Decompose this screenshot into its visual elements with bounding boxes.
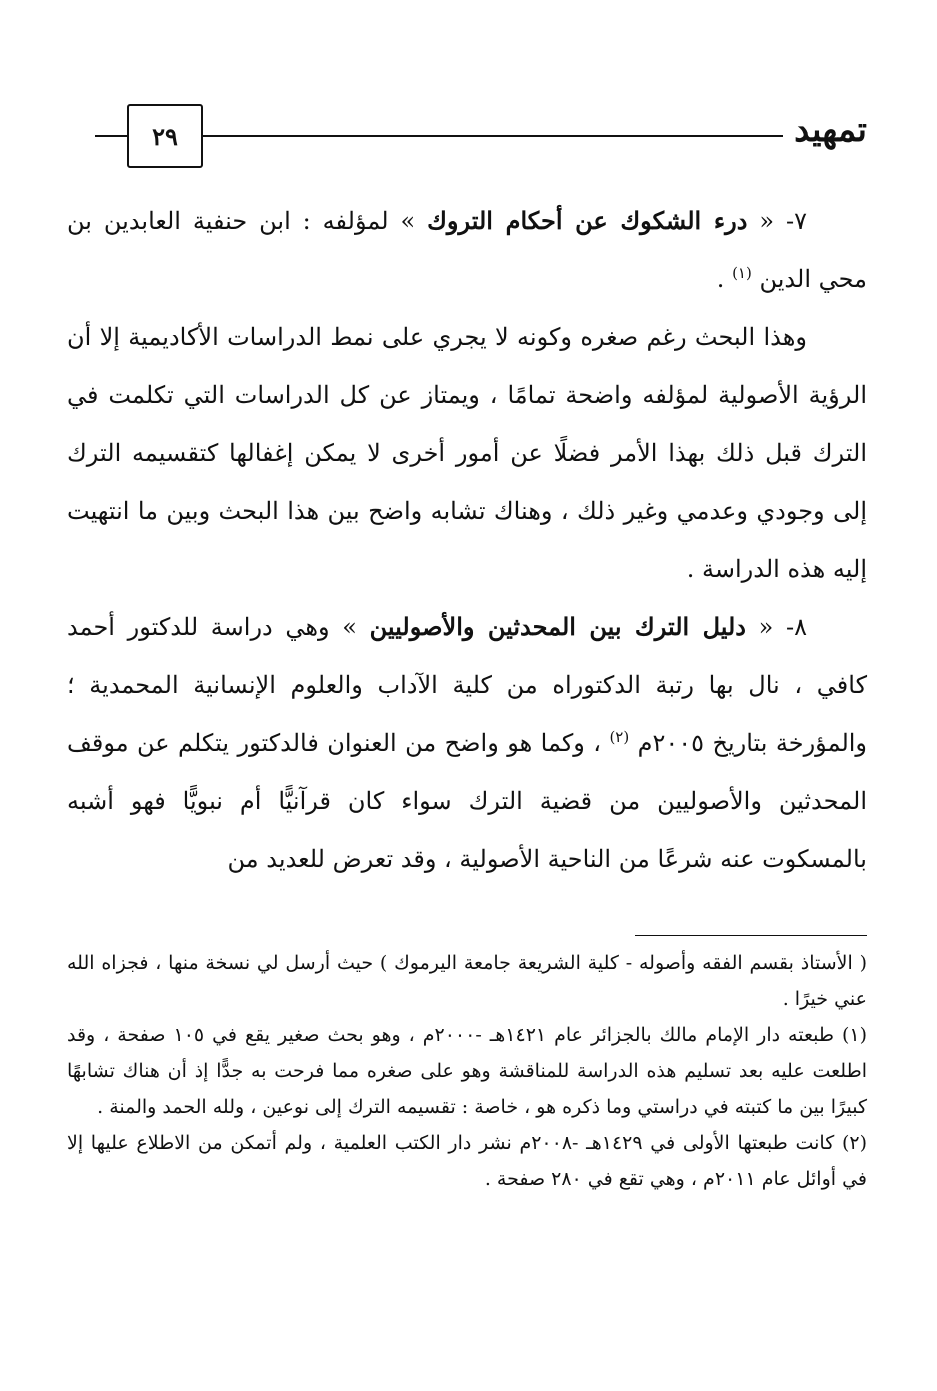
item-8-text-part1: » وهي دراسة للدكتور أحمد كافي ، نال بها رتبة الدكتوراه من كلية الآداب والعلوم الإنسانية المحمدية ؛ والمؤرخة بتاريخ ٢٠٠٥م (67, 613, 868, 757)
main-text (67, 192, 867, 888)
page-number-text: ٢٩ (152, 121, 178, 151)
footnotes (67, 945, 867, 1197)
footnote-ref-1: (١) (732, 264, 752, 282)
footnote-separator (635, 935, 867, 936)
section-title: تمهيد (794, 110, 867, 150)
page-number (127, 104, 203, 168)
item-7-number: ٧- « (759, 207, 807, 235)
item-7-book-title: درء الشكوك عن أحكام التروك (427, 206, 748, 235)
item-8-number: ٨- « (758, 613, 807, 641)
header-rule-left (95, 135, 127, 137)
list-item-8 (67, 598, 867, 888)
item-8-text-part2: ، وكما هو واضح من العنوان فالدكتور يتكلم عن موقف المحدثين والأصوليين من قضية الترك سواء كان قرآنيًّا أم نبويًّا فهو أشبه بالمسكوت عنه شرعًا من الناحية الأصولية ، وقد تعرض للعديد من (67, 729, 867, 873)
header-rule-right (203, 135, 783, 137)
item-8-book-title: دليل الترك بين المحدثين والأصوليين (369, 612, 746, 641)
item-7-text: » لمؤلفه : ابن حنفية العابدين بن محي الدين (67, 207, 867, 293)
footnote-ref-2: (٢) (609, 728, 630, 746)
footnote-2: (٢) كانت طبعتها الأولى في ١٤٢٩هـ -٢٠٠٨م نشر دار الكتب العلمية ، ولم أتمكن من الاطلاع عليها إلا في أوائل عام ٢٠١١م ، وهي تقع في ٢٨٠ صفحة . (67, 1132, 868, 1190)
list-item-7 (67, 192, 867, 308)
footnote-continued: ( الأستاذ بقسم الفقه وأصوله - كلية الشريعة جامعة اليرموك ) حيث أرسل لي نسخة منها ، فجزاه الله عني خيرًا . (67, 952, 867, 1010)
footnote-1: (١) طبعته دار الإمام مالك بالجزائر عام ١٤٢١هـ -٢٠٠٠م ، وهو بحث صغير يقع في ١٠٥ صفحة ، وقد اطلعت عليه بعد تسليم هذه الدراسة للمناقشة وهو على صغره مما فرحت به جدًّا إذ أن هناك تشابهًا كبيرًا بين ما كتبته في دراستي وما ذكره هو ، خاصة : تقسيمه الترك إلى نوعين ، ولله الحمد والمنة . (67, 1024, 868, 1118)
paragraph-1: وهذا البحث رغم صغره وكونه لا يجري على نمط الدراسات الأكاديمية إلا أن الرؤية الأصولية لمؤلفه واضحة تمامًا ، ويمتاز عن كل الدراسات التي تكلمت في الترك قبل ذلك بهذا الأمر فضلًا عن أمور أخرى لا يمكن إغفالها كتقسيمه الترك إلى وجودي وعدمي وغير ذلك ، وهناك تشابه واضح بين هذا البحث وبين ما انتهيت إليه هذه الدراسة . (67, 323, 868, 583)
item-7-end: . (716, 265, 725, 293)
